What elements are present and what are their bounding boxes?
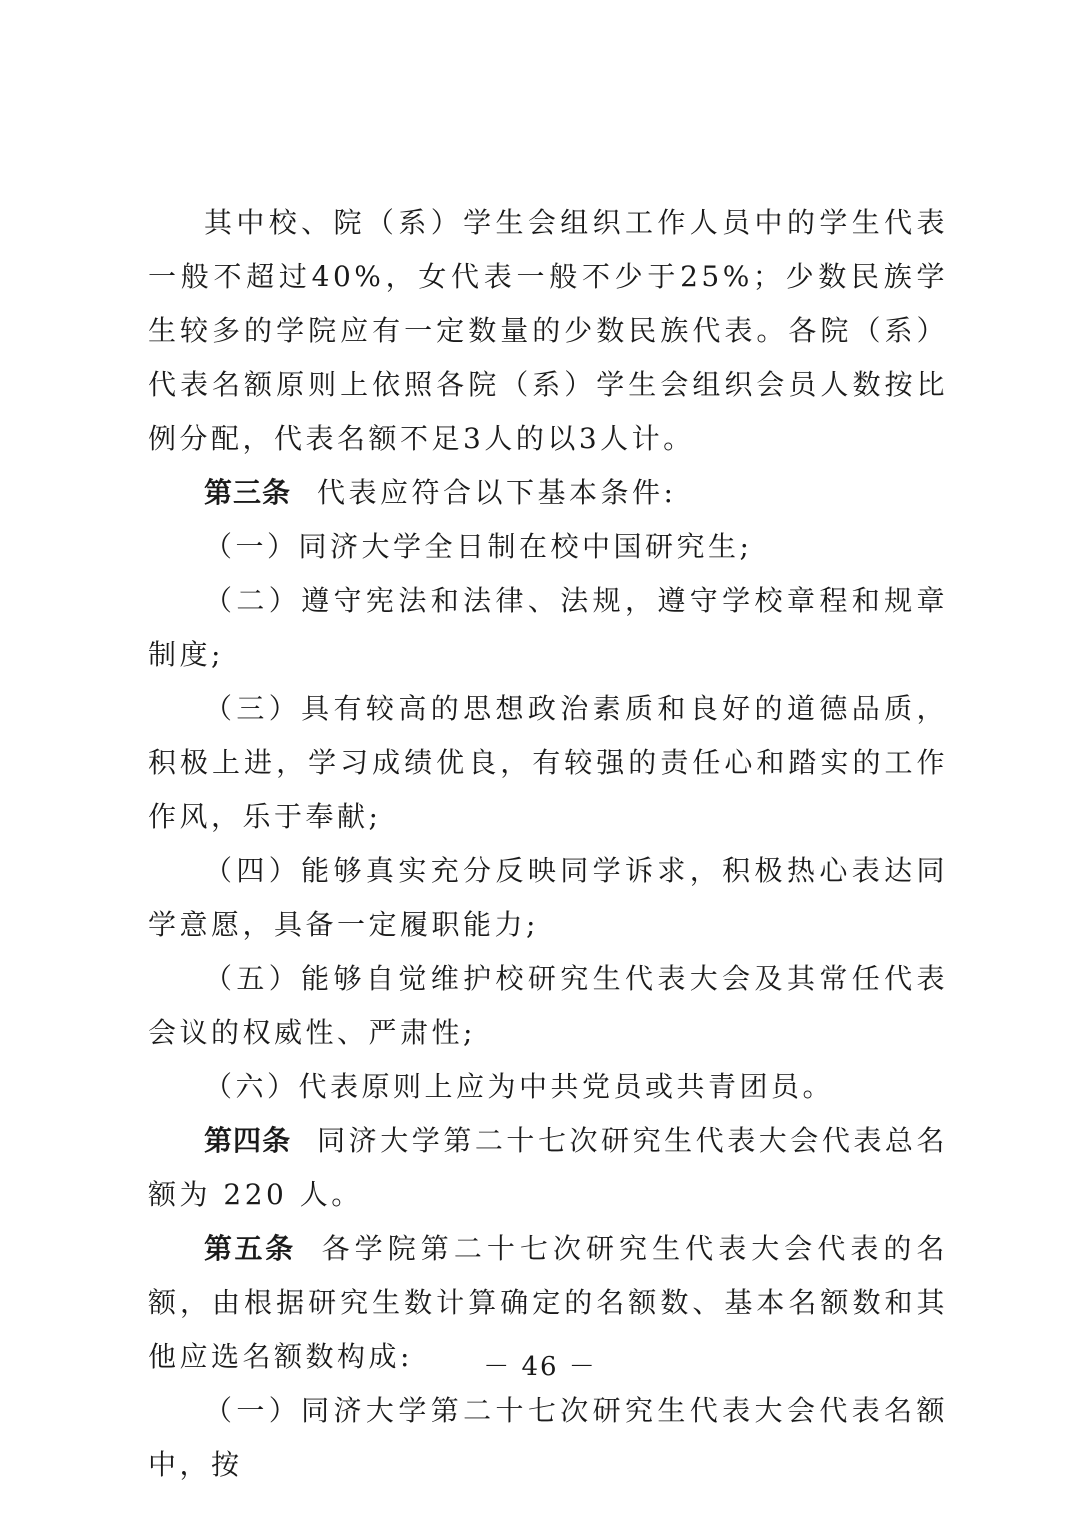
condition-item-6 bbox=[148, 1060, 948, 1114]
condition-item-4-text: （四）能够真实充分反映同学诉求，积极热心表达同学意愿，具备一定履职能力; bbox=[148, 854, 948, 941]
condition-item-5 bbox=[148, 952, 948, 1060]
condition-item-3-text: （三）具有较高的思想政治素质和良好的道德品质，积极上进，学习成绩优良，有较强的责任心和踏实的工作作风，乐于奉献; bbox=[148, 692, 948, 833]
condition-item-2 bbox=[148, 574, 948, 682]
condition-item-2-text: （二）遵守宪法和法律、法规，遵守学校章程和规章制度; bbox=[148, 584, 948, 671]
article-3-text: 代表应符合以下基本条件: bbox=[317, 476, 677, 509]
condition-item-6-text: （六）代表原则上应为中共党员或共青团员。 bbox=[204, 1070, 835, 1103]
condition-item-3 bbox=[148, 682, 948, 844]
article-4-heading: 第四条 bbox=[204, 1124, 292, 1157]
article-5-heading: 第五条 bbox=[204, 1232, 296, 1265]
document-body bbox=[148, 196, 948, 1492]
condition-item-1-text: （一）同济大学全日制在校中国研究生; bbox=[204, 530, 753, 563]
quota-item-1-text: （一）同济大学第二十七次研究生代表大会代表名额中，按 bbox=[148, 1394, 948, 1481]
condition-item-4 bbox=[148, 844, 948, 952]
article-3-heading: 第三条 bbox=[204, 476, 292, 509]
article-4-text: 同济大学第二十七次研究生代表大会代表总名额为 220 人。 bbox=[148, 1124, 948, 1211]
article-4 bbox=[148, 1114, 948, 1222]
quota-item-1 bbox=[148, 1384, 948, 1492]
article-5-text: 各学院第二十七次研究生代表大会代表的名额，由根据研究生数计算确定的名额数、基本名额数和其他应选名额数构成: bbox=[148, 1232, 948, 1373]
condition-item-1 bbox=[148, 520, 948, 574]
paragraph-text: 其中校、院（系）学生会组织工作人员中的学生代表一般不超过40%，女代表一般不少于25%；少数民族学生较多的学院应有一定数量的少数民族代表。各院（系）代表名额原则上依照各院（系）学生会组织会员人数按比例分配，代表名额不足3人的以3人计。 bbox=[148, 206, 948, 455]
condition-item-5-text: （五）能够自觉维护校研究生代表大会及其常任代表会议的权威性、严肃性; bbox=[148, 962, 948, 1049]
paragraph-delegate-composition bbox=[148, 196, 948, 466]
page-number: － 46 － bbox=[483, 1352, 597, 1382]
article-3 bbox=[148, 466, 948, 520]
